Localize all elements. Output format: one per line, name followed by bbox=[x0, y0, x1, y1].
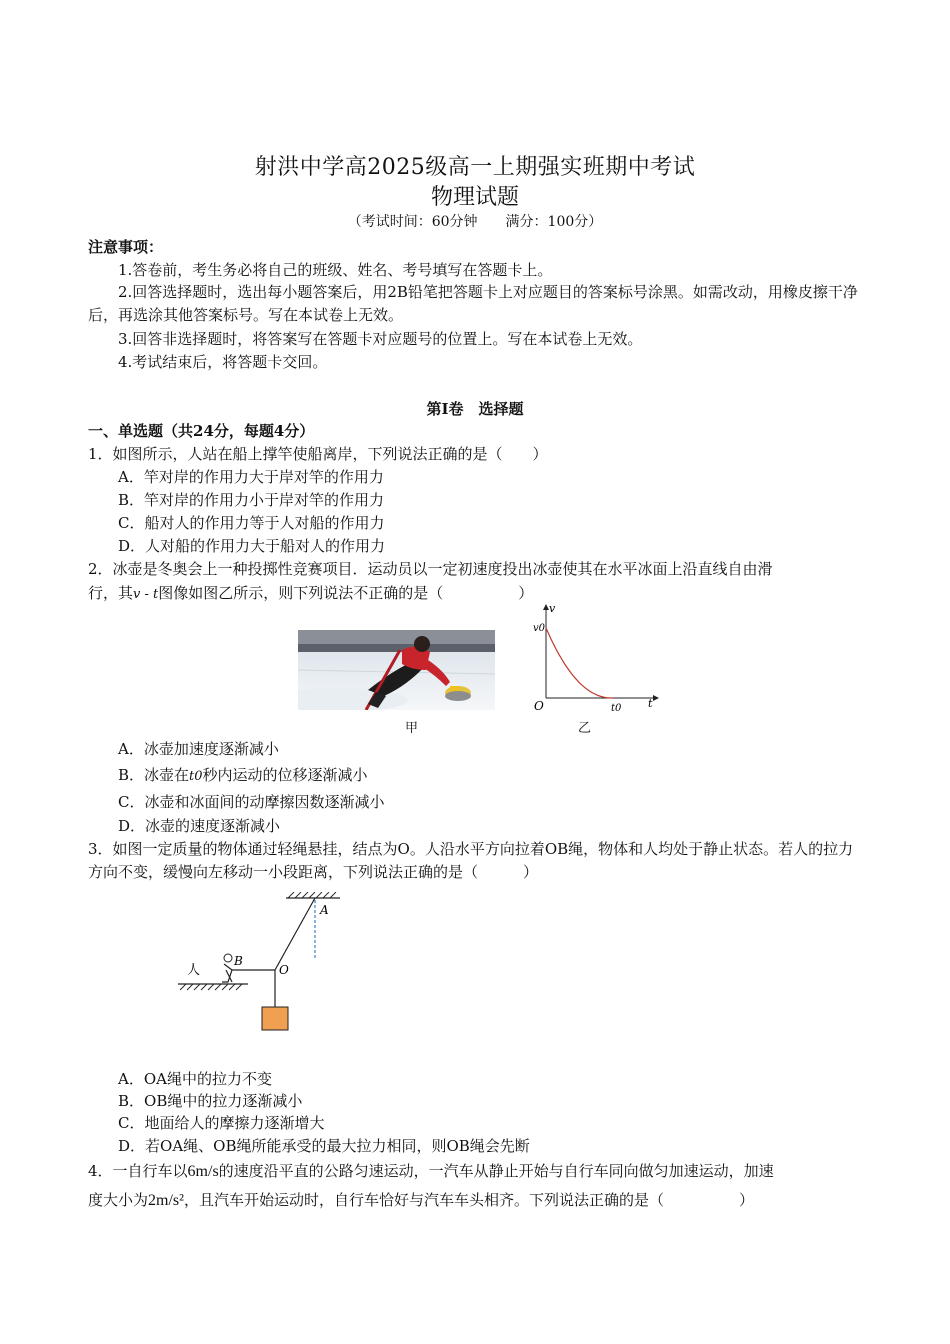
q2-option-b bbox=[118, 764, 368, 785]
full-score: 满分：100分） bbox=[505, 214, 603, 230]
question-3-stem: 3．如图一定质量的物体通过轻绳悬挂，结点为O。人沿水平方向拉着OB绳，物体和人均处于静止状态。若人的拉力方向不变，缓慢向左移动一小段距离，下列说法正确的是（ ） bbox=[88, 840, 854, 881]
vt-curve bbox=[546, 628, 613, 698]
question-2-stem-line1: 2．冰壶是冬奥会上一种投掷性竞赛项目．运动员以一定初速度投出冰壶使其在水平冰面上沿直线自由滑 bbox=[88, 560, 773, 578]
q2-option-b-tail: 秒内运动的位移逐渐减小 bbox=[202, 766, 368, 784]
q3-option-c: C．地面给人的摩擦力逐渐增大 bbox=[118, 1114, 325, 1132]
notice-heading: 注意事项： bbox=[88, 238, 164, 256]
fig-label-jia: 甲 bbox=[405, 721, 419, 736]
q1-option-d: D．人对船的作用力大于船对人的作用力 bbox=[118, 537, 386, 555]
origin-label: O bbox=[534, 699, 544, 713]
vt-graph bbox=[525, 600, 665, 718]
v0-label: v0 bbox=[533, 623, 546, 634]
question-4-stem-line1 bbox=[88, 1160, 774, 1181]
q1-option-a: A．竿对岸的作用力大于岸对竿的作用力 bbox=[118, 468, 384, 486]
section-title: 第Ⅰ卷 选择题 bbox=[426, 400, 524, 418]
question-1-stem: 1．如图所示，人站在船上撑竿使船离岸，下列说法正确的是（ ） bbox=[88, 445, 548, 463]
notice-item: 3.回答非选择题时，将答案写在答题卡对应题号的位置上。写在本试卷上无效。 bbox=[118, 330, 643, 348]
v-axis-label: v bbox=[549, 602, 556, 615]
q4-text-tail: 的速度沿平直的公路匀速运动，一汽车从静止开始与自行车同向做匀加速运动，加速 bbox=[218, 1162, 774, 1180]
notice-item: 1.答卷前，考生务必将自己的班级、姓名、考号填写在答题卡上。 bbox=[118, 261, 553, 279]
q2-stem-text: 行，其 bbox=[88, 584, 134, 602]
point-o-label: O bbox=[279, 963, 289, 977]
notice-item: 2.回答选择题时，选出每小题答案后，用2B铅笔把答题卡上对应题目的答案标号涂黑。如需改动，用橡皮擦干净后，再选涂其他答案标号。写在本试卷上无效。 bbox=[88, 283, 858, 324]
q4-accel: 2m/s² bbox=[148, 1192, 184, 1209]
exam-subject: 物理试题 bbox=[430, 185, 519, 210]
q2-option-b-text: B．冰壶在 bbox=[118, 766, 190, 784]
rope-diagram bbox=[170, 892, 350, 1042]
q4-text: 4．一自行车以 bbox=[88, 1162, 188, 1180]
t-axis-label: t bbox=[648, 697, 653, 710]
q2-option-a: A．冰壶加速度逐渐减小 bbox=[118, 740, 279, 758]
question-2-stem-line2 bbox=[88, 582, 533, 603]
q4-text-2: 度大小为 bbox=[88, 1191, 149, 1209]
q1-option-c: C．船对人的作用力等于人对船的作用力 bbox=[118, 514, 385, 532]
question-4-stem-line2 bbox=[88, 1189, 754, 1210]
t0-label: t0 bbox=[611, 703, 622, 714]
fig-label-yi: 乙 bbox=[578, 721, 592, 736]
point-a-label: A bbox=[320, 903, 329, 917]
q4-speed: 6m/s bbox=[187, 1163, 219, 1180]
notice-item: 4.考试结束后，将答题卡交回。 bbox=[118, 353, 328, 371]
point-b-label: B bbox=[234, 954, 243, 968]
q2-option-c: C．冰壶和冰面间的动摩擦因数逐渐减小 bbox=[118, 793, 385, 811]
exam-time: （考试时间：60分钟 bbox=[347, 214, 478, 230]
q2-t0-symbol: t0 bbox=[189, 769, 203, 784]
part-heading: 一、单选题（共24分，每题4分） bbox=[88, 422, 315, 440]
q4-text-2-tail: ，且汽车开始运动时，自行车恰好与汽车车头相齐。下列说法正确的是（ ） bbox=[183, 1191, 754, 1209]
q3-option-d: D．若OA绳、OB绳所能承受的最大拉力相同，则OB绳会先断 bbox=[118, 1137, 530, 1155]
q3-option-b: B．OB绳中的拉力逐渐减小 bbox=[118, 1092, 303, 1110]
exam-title: 射洪中学高2025级高一上期强实班期中考试 bbox=[254, 155, 696, 180]
q2-option-d: D．冰壶的速度逐渐减小 bbox=[118, 817, 281, 835]
exam-subtitle bbox=[0, 211, 950, 231]
q1-option-b: B．竿对岸的作用力小于岸对竿的作用力 bbox=[118, 491, 385, 509]
q2-vt-symbol: v - t bbox=[133, 587, 159, 602]
q3-option-a: A．OA绳中的拉力不变 bbox=[118, 1070, 272, 1088]
curling-photo bbox=[298, 630, 495, 710]
person-label: 人 bbox=[187, 963, 201, 978]
q2-stem-text-tail: 图像如图乙所示，则下列说法不正确的是（ ） bbox=[158, 584, 534, 602]
